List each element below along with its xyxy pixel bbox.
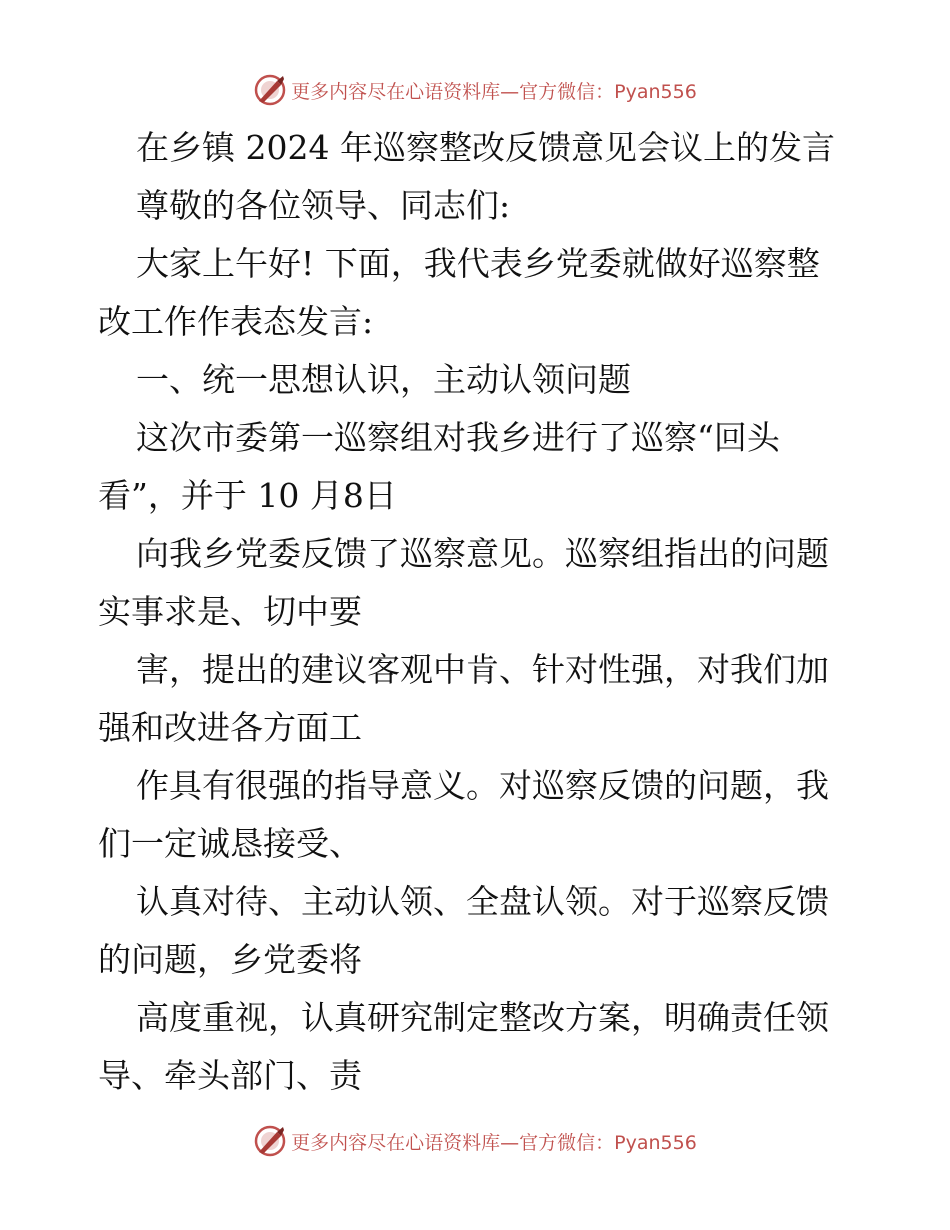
paragraph-line: 强和改进各方面工 — [98, 708, 362, 747]
section-heading: 一、统一思想认识，主动认领问题 — [136, 360, 631, 399]
banner-handle: Pyan556 — [614, 1131, 697, 1154]
banner-handle: Pyan556 — [614, 80, 697, 103]
paragraph-line: 实事求是、切中要 — [98, 592, 362, 631]
banner-text: 更多内容尽在心语资料库—官方微信： — [291, 80, 615, 103]
paragraph-line: 们一定诚恳接受、 — [98, 824, 362, 863]
document-title: 在乡镇 2024 年巡察整改反馈意见会议上的发言 — [136, 128, 835, 167]
quill-pen-icon — [253, 73, 287, 107]
paragraph-line: 害，提出的建议客观中肯、针对性强，对我们加 — [136, 650, 829, 689]
paragraph-line: 大家上午好! 下面，我代表乡党委就做好巡察整 — [136, 244, 820, 283]
banner-text: 更多内容尽在心语资料库—官方微信： — [291, 1131, 615, 1154]
salutation: 尊敬的各位领导、同志们: — [136, 186, 511, 225]
paragraph-line: 这次市委第一巡察组对我乡进行了巡察“回头 — [136, 418, 780, 457]
paragraph-line: 改工作作表态发言: — [98, 302, 374, 341]
paragraph-line: 认真对待、主动认领、全盘认领。对于巡察反馈 — [136, 882, 829, 921]
header-watermark-banner — [0, 70, 950, 110]
paragraph-line: 高度重视，认真研究制定整改方案，明确责任领 — [136, 998, 829, 1037]
paragraph-line: 的问题，乡党委将 — [98, 940, 362, 979]
paragraph-line: 看”，并于 10 月8日 — [98, 476, 397, 515]
paragraph-line: 向我乡党委反馈了巡察意见。巡察组指出的问题 — [136, 534, 829, 573]
paragraph-line: 作具有很强的指导意义。对巡察反馈的问题，我 — [136, 766, 829, 805]
quill-pen-icon — [253, 1124, 287, 1158]
paragraph-line: 导、牵头部门、责 — [98, 1056, 362, 1095]
footer-watermark-banner — [0, 1121, 950, 1161]
